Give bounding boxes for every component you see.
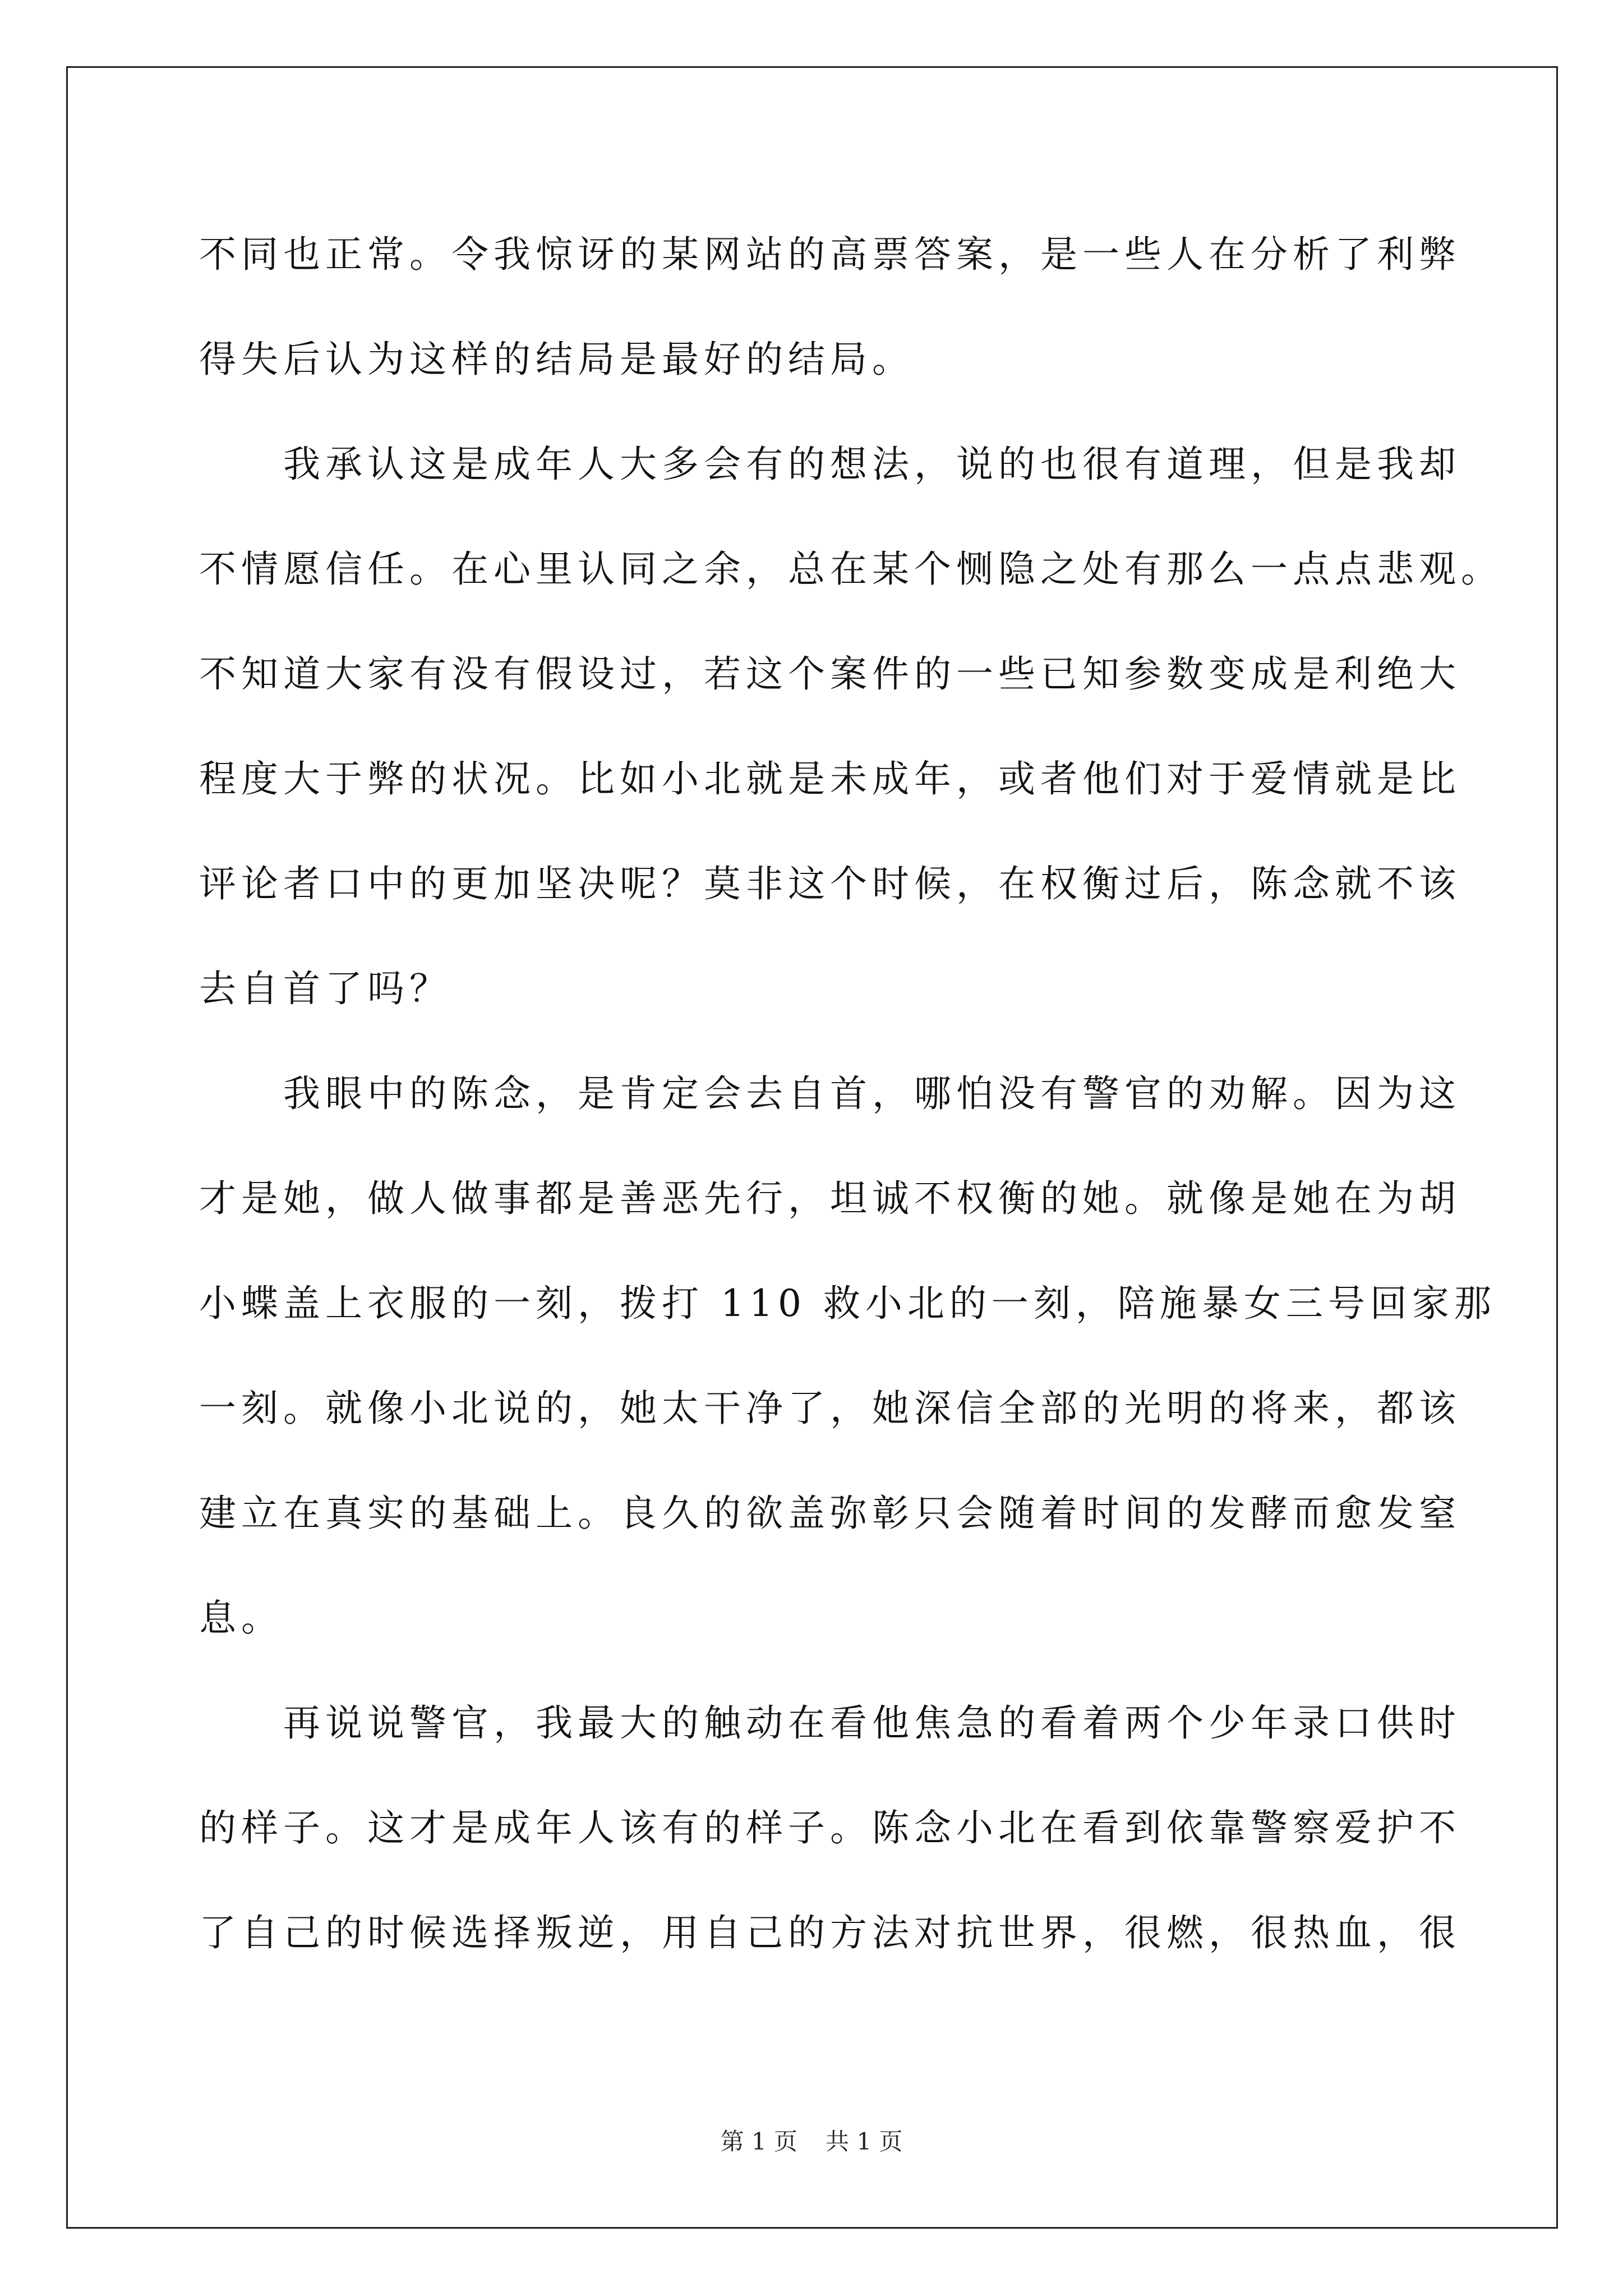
text-line: 得失后认为这样的结局是最好的结局。 xyxy=(199,338,914,381)
text-line: 建立在真实的基础上。良久的欲盖弥彰只会随着时间的发酵而愈发窒 xyxy=(199,1492,1461,1535)
text-line: 了自己的时候选择叛逆，用自己的方法对抗世界，很燃，很热血，很 xyxy=(199,1911,1461,1954)
text-line: 息。 xyxy=(199,1596,283,1640)
text-line: 小蝶盖上衣服的一刻，拨打 110 救小北的一刻，陪施暴女三号回家那 xyxy=(199,1282,1496,1325)
page-number-total: 共 1 页 xyxy=(826,2128,903,2155)
text-line: 去自首了吗？ xyxy=(199,967,451,1010)
text-line: 一刻。就像小北说的，她太干净了，她深信全部的光明的将来，都该 xyxy=(199,1387,1461,1430)
text-line: 的样子。这才是成年人该有的样子。陈念小北在看到依靠警察爱护不 xyxy=(199,1806,1461,1849)
page-number-current: 第 1 页 xyxy=(720,2128,797,2155)
text-line: 我眼中的陈念，是肯定会去自首，哪怕没有警官的劝解。因为这 xyxy=(283,1072,1461,1115)
text-line: 我承认这是成年人大多会有的想法，说的也很有道理，但是我却 xyxy=(283,443,1461,486)
text-line: 评论者口中的更加坚决呢？莫非这个时候，在权衡过后，陈念就不该 xyxy=(199,862,1461,905)
text-line: 不同也正常。令我惊讶的某网站的高票答案，是一些人在分析了利弊 xyxy=(199,233,1461,276)
text-line: 不情愿信任。在心里认同之余，总在某个恻隐之处有那么一点点悲观。 xyxy=(199,547,1503,591)
text-line: 才是她，做人做事都是善恶先行，坦诚不权衡的她。就像是她在为胡 xyxy=(199,1177,1461,1220)
text-line: 不知道大家有没有假设过，若这个案件的一些已知参数变成是利绝大 xyxy=(199,652,1461,696)
page-footer xyxy=(0,2123,1623,2157)
text-line: 再说说警官，我最大的触动在看他焦急的看着两个少年录口供时 xyxy=(283,1701,1461,1745)
text-line: 程度大于弊的状况。比如小北就是未成年，或者他们对于爱情就是比 xyxy=(199,757,1461,800)
document-body xyxy=(199,202,1503,1985)
